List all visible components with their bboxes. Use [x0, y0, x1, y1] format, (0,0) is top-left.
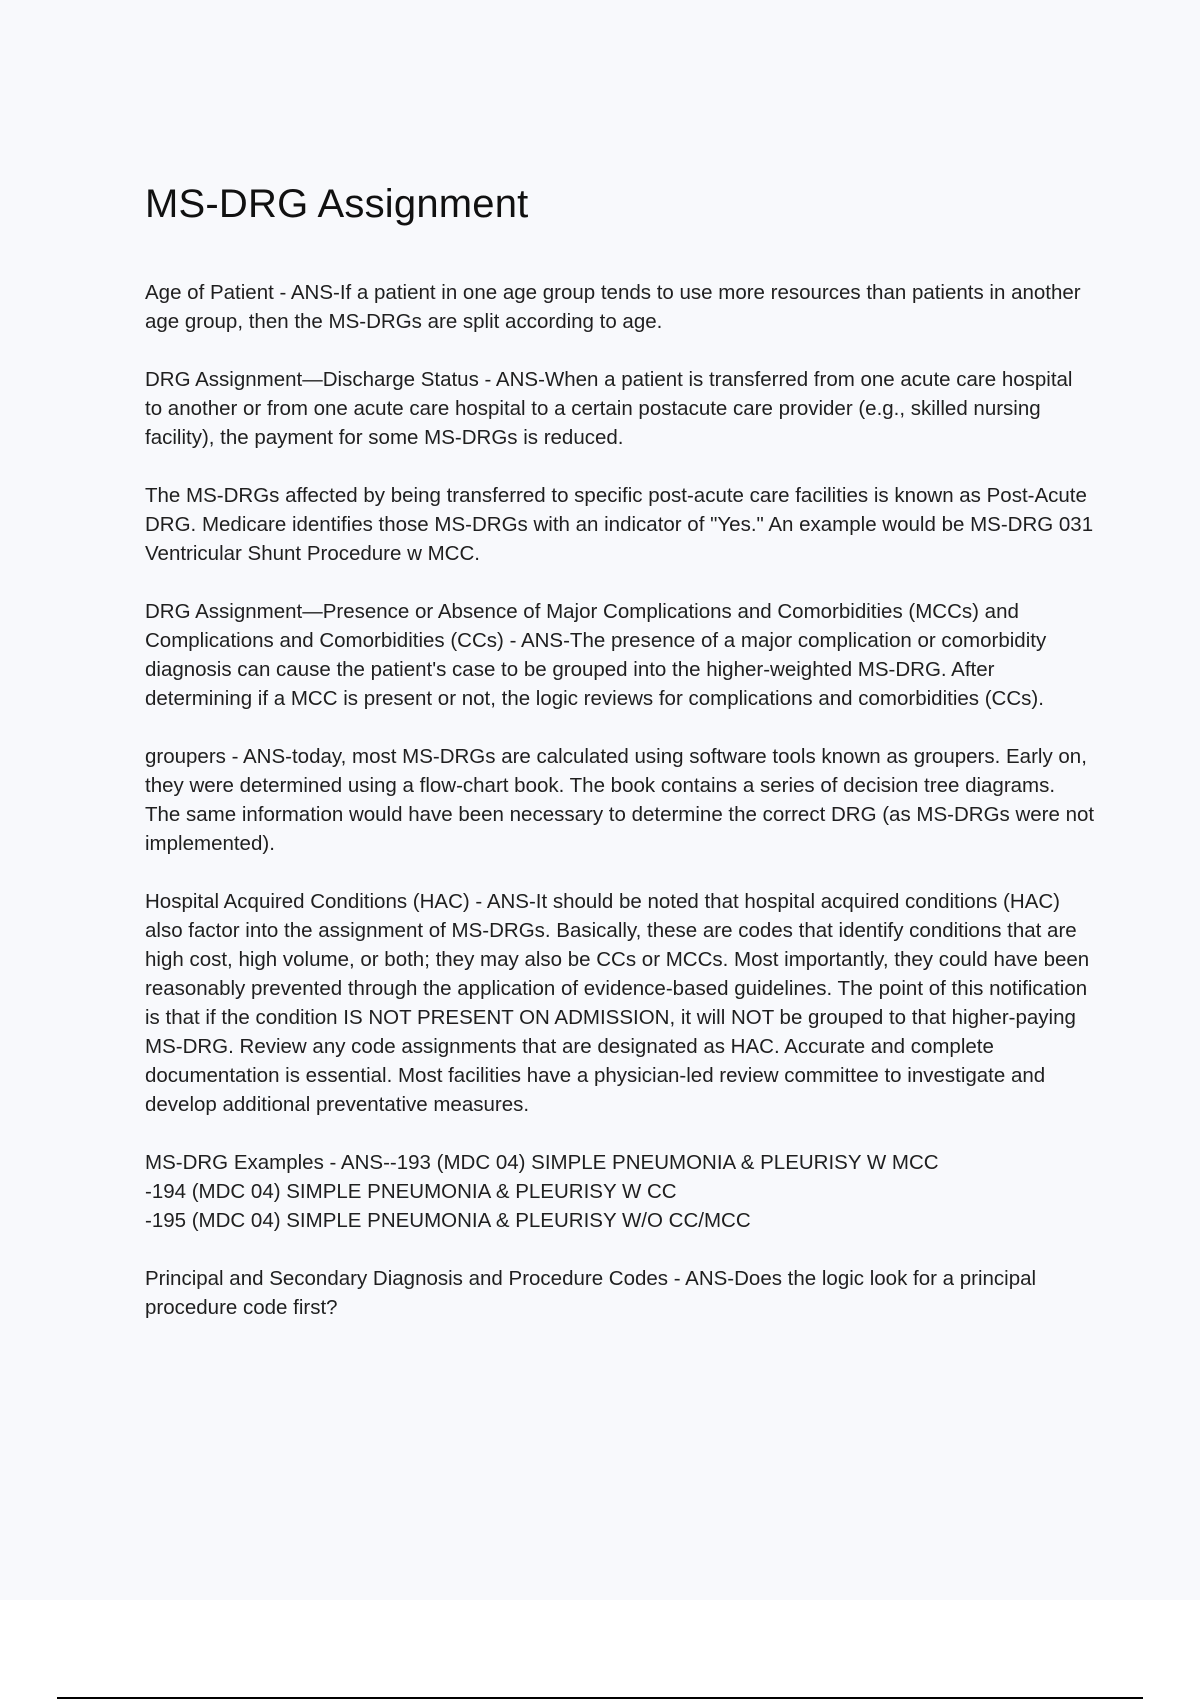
entry-ms-drg-examples: MS-DRG Examples - ANS--193 (MDC 04) SIMPLE PNEUMONIA & PLEURISY W MCC -194 (MDC 04) SIMPLE PNEUMONIA & PLEURISY W CC -195 (MDC 04) SIMPLE PNEUMONIA & PLEURISY W/O CC/MCC: [145, 1151, 939, 1232]
entry-hac: Hospital Acquired Conditions (HAC) - ANS-It should be noted that hospital acquired conditions (HAC) also factor into the assignment of MS-DRGs. Basically, these are codes that identify conditions that are high cost, high volume, or both; they may also be CCs or MCCs. Most importantly, they could have been reasonably prevented through the application of evidence-based guidelines. The point of this notification is that if the condition IS NOT PRESENT ON ADMISSION, it will NOT be grouped to that higher-paying MS-DRG. Review any code assignments that are designated as HAC. Accurate and complete documentation is essential. Most facilities have a physician-led review committee to investigate and develop additional preventative measures.: [145, 890, 1090, 1116]
page-title: MS-DRG Assignment: [145, 182, 529, 226]
entry-age-of-patient: Age of Patient - ANS-If a patient in one age group tends to use more resources than patients in another age group, then the MS-DRGs are split according to age.: [145, 281, 1081, 333]
document-body: [145, 278, 1095, 1351]
entry-discharge-status: DRG Assignment—Discharge Status - ANS-When a patient is transferred from one acute care hospital to another or from one acute care hospital to a certain postacute care provider (e.g., skilled nursing facility), the payment for some MS-DRGs is reduced.: [145, 368, 1073, 449]
entry-post-acute-drg: The MS-DRGs affected by being transferred to specific post-acute care facilities is known as Post-Acute DRG. Medicare identifies those MS-DRGs with an indicator of "Yes." An example would be MS-DRG 031 Ventricular Shunt Procedure w MCC.: [145, 484, 1094, 565]
entry-principal-secondary-codes: Principal and Secondary Diagnosis and Procedure Codes - ANS-Does the logic look for a principal procedure code first?: [145, 1267, 1037, 1319]
entry-mcc-cc: DRG Assignment—Presence or Absence of Major Complications and Comorbidities (MCCs) and Complications and Comorbidities (CCs) - ANS-The presence of a major complication or comorbidity diagnosis can cause the patient's case to be grouped into the higher-weighted MS-DRG. After determining if a MCC is present or not, the logic reviews for complications and comorbidities (CCs).: [145, 600, 1047, 710]
entry-groupers: groupers - ANS-today, most MS-DRGs are calculated using software tools known as groupers. Early on, they were determined using a flow-chart book. The book contains a series of decision tree diagrams. The same information would have been necessary to determine the correct DRG (as MS-DRGs were not implemented).: [145, 745, 1095, 855]
footer-divider: [57, 1697, 1143, 1699]
